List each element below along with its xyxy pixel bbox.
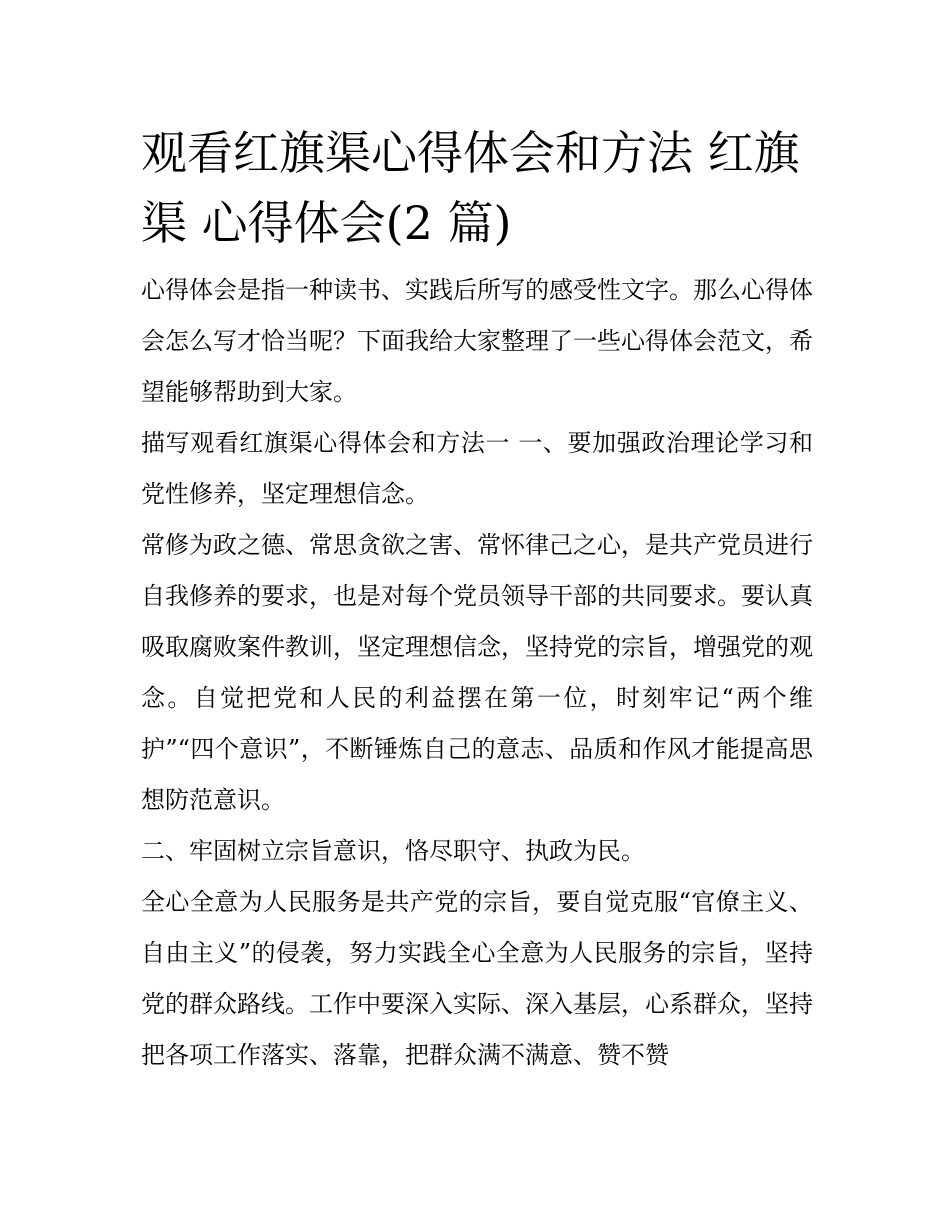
paragraph-intro: 心得体会是指一种读书、实践后所写的感受性文字。那么心得体会怎么写才恰当呢？下面我给大家整理了一些心得体会范文，希望能够帮助到大家。: [141, 276, 813, 406]
paragraph-section-one-body: 常修为政之德、常思贪欲之害、常怀律己之心，是共产党员进行自我修养的要求，也是对每个党员领导干部的共同要求。要认真吸取腐败案件教训，坚定理想信念，坚持党的宗旨，增强党的观念。自觉把党和人民的利益摆在第一位，时刻牢记“两个维护”“四个意识”，不断锤炼自己的意志、品质和作风才能提高思想防范意识。: [141, 531, 813, 814]
paragraph-section-one-heading: 描写观看红旗渠心得体会和方法一 一、要加强政治理论学习和党性修养，坚定理想信念。: [141, 429, 813, 508]
document-body: [141, 118, 813, 1081]
paragraph-section-two-heading: 二、牢固树立宗旨意识，恪尽职守、执政为民。: [141, 837, 645, 865]
paragraph-section-two-body: 全心全意为人民服务是共产党的宗旨，要自觉克服“官僚主义、自由主义”的侵袭，努力实践全心全意为人民服务的宗旨，坚持党的群众路线。工作中要深入实际、深入基层，心系群众，坚持把各项工作落实、落靠，把群众满不满意、赞不赞: [141, 888, 813, 1069]
document-title: 观看红旗渠心得体会和方法 红旗渠 心得体会(2 篇): [141, 126, 800, 250]
paragraph-list: [141, 265, 813, 1081]
